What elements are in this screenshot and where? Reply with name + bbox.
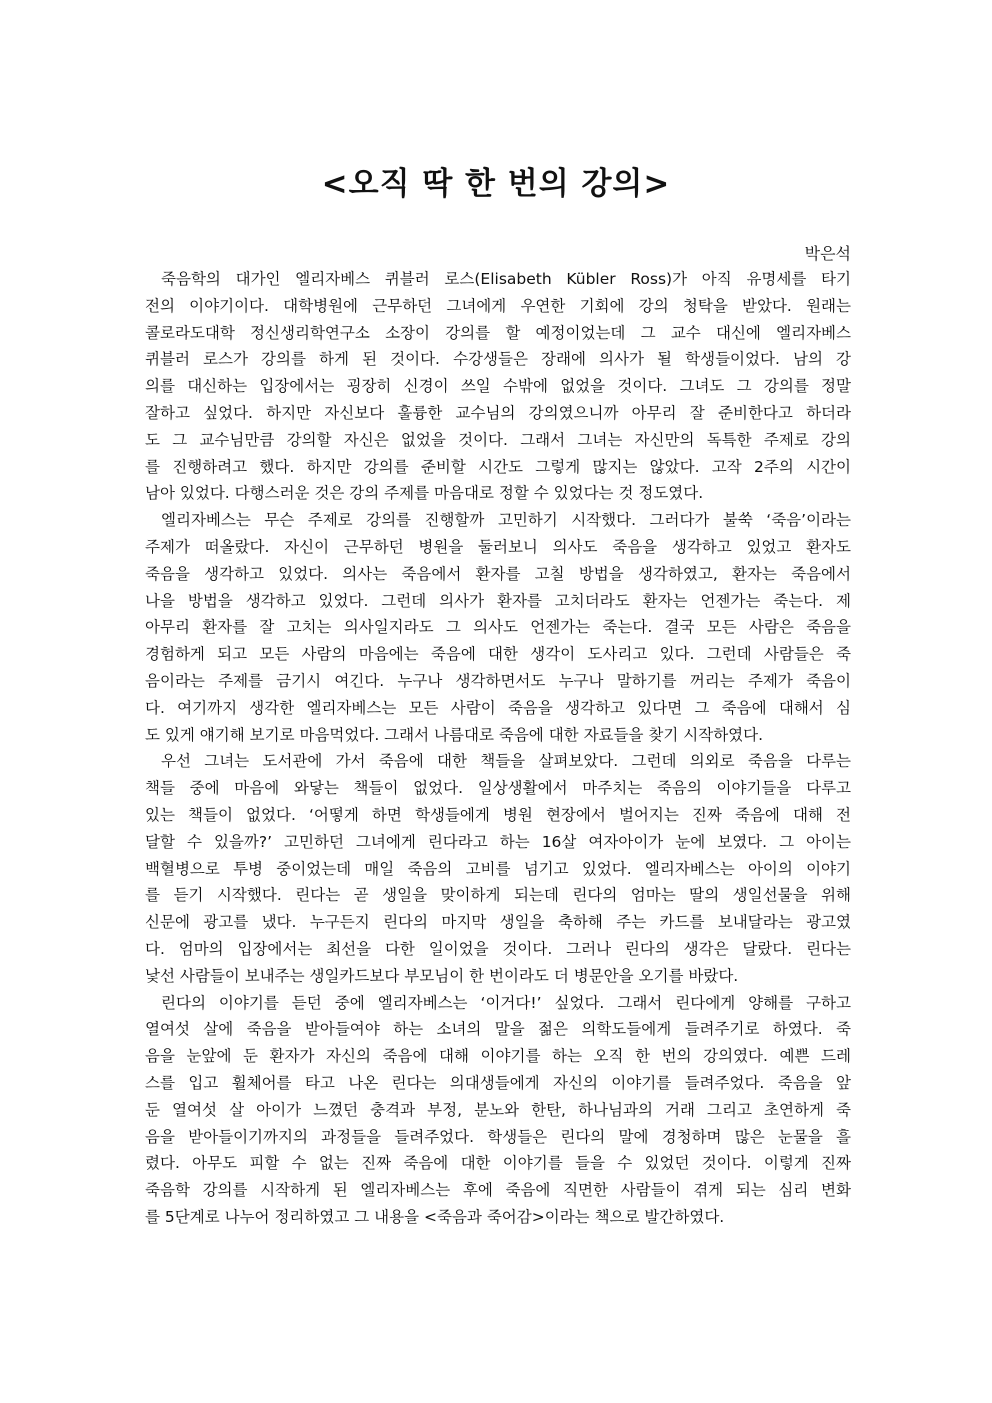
text-line: 다. 엄마의 입장에서는 최선을 다한 일이었을 것이다. 그러나 린다의 생각은 달랐다. 린다는 xyxy=(145,939,851,958)
text-line: 음을 받아들이기까지의 과정들을 들려주었다. 학생들은 린다의 말에 경청하며 많은 눈물을 흘 xyxy=(145,1127,851,1146)
text-line: 의를 대신하는 입장에서는 굉장히 신경이 쓰일 수밖에 없었을 것이다. 그녀도 그 강의를 정말 xyxy=(145,377,851,396)
text-line: 다. 여기까지 생각한 엘리자베스는 모든 사람이 죽음을 생각하고 있다면 그 죽음에 대해서 심 xyxy=(145,698,851,717)
text-line: 음이라는 주제를 금기시 여긴다. 누구나 생각하면서도 누구나 말하기를 꺼리는 주제가 죽음이 xyxy=(145,671,851,690)
text-line: 남아 있었다. 다행스러운 것은 강의 주제를 마음대로 정할 수 있었다는 것 정도였다. xyxy=(145,484,704,503)
paragraph xyxy=(145,266,851,507)
document-body xyxy=(145,266,851,1231)
text-line: 스를 입고 휠체어를 타고 나온 린다는 의대생들에게 자신의 이야기를 들려주었다. 죽음을 앞 xyxy=(145,1073,851,1092)
text-line: 퀴블러 로스가 강의를 하게 된 것이다. 수강생들은 장래에 의사가 될 학생들이었다. 남의 강 xyxy=(145,350,851,369)
text-line: 나을 방법을 생각하고 있었다. 그런데 의사가 환자를 고치더라도 환자는 언젠가는 죽는다. 제 xyxy=(145,591,851,610)
text-line: 잘하고 싶었다. 하지만 자신보다 훌륭한 교수님의 강의였으니까 아무리 잘 준비한다고 하더라 xyxy=(145,403,851,422)
text-line: 를 5단계로 나누어 정리하였고 그 내용을 <죽음과 죽어감>이라는 책으로 발간하였다. xyxy=(145,1207,725,1226)
paragraph xyxy=(145,748,851,989)
text-line: 신문에 광고를 냈다. 누구든지 린다의 마지막 생일을 축하해 주는 카드를 보내달라는 광고였 xyxy=(145,913,851,932)
document-title: <오직 딱 한 번의 강의> xyxy=(321,166,671,202)
text-line: 열여섯 살에 죽음을 받아들여야 하는 소녀의 말을 젊은 의학도들에게 들려주기로 하였다. 죽 xyxy=(145,1020,851,1039)
text-line: 죽음을 생각하고 있었다. 의사는 죽음에서 환자를 고칠 방법을 생각하였고, 환자는 죽음에서 xyxy=(145,564,851,583)
text-line: 도 있게 얘기해 보기로 마음먹었다. 그래서 나름대로 죽음에 대한 자료들을 찾기 시작하였다. xyxy=(145,725,764,744)
text-line: 전의 이야기이다. 대학병원에 근무하던 그녀에게 우연한 기회에 강의 청탁을 받았다. 원래는 xyxy=(145,296,851,315)
text-line: 죽음학의 대가인 엘리자베스 퀴블러 로스(Elisabeth Kübler Ross)가 아직 유명세를 타기 xyxy=(161,270,851,288)
paragraph xyxy=(145,990,851,1231)
text-line: 를 진행하려고 했다. 하지만 강의를 준비할 시간도 그렇게 많지는 않았다. 고작 2주의 시간이 xyxy=(145,457,851,476)
text-line: 책들 중에 마음에 와닿는 책들이 없었다. 일상생활에서 마주치는 죽음의 이야기들을 다루고 xyxy=(145,779,851,798)
text-line: 백혈병으로 투병 중이었는데 매일 죽음의 고비를 넘기고 있었다. 엘리자베스는 아이의 이야기 xyxy=(145,859,851,878)
text-line: 린다의 이야기를 듣던 중에 엘리자베스는 ‘이거다!’ 싶었다. 그래서 린다에게 양해를 구하고 xyxy=(161,993,851,1012)
text-line: 둔 열여섯 살 아이가 느꼈던 충격과 부정, 분노와 한탄, 하나님과의 거래 그리고 초연하게 죽 xyxy=(145,1100,851,1119)
paragraph xyxy=(145,507,851,748)
text-line: 경험하게 되고 모든 사람의 마음에는 죽음에 대한 생각이 도사리고 있다. 그런데 사람들은 죽 xyxy=(145,645,851,664)
text-line: 엘리자베스는 무슨 주제로 강의를 진행할까 고민하기 시작했다. 그러다가 불쑥 ‘죽음’이라는 xyxy=(161,511,851,530)
author-name: 박은석 xyxy=(804,244,851,263)
text-line: 렸다. 아무도 피할 수 없는 진짜 죽음에 대한 이야기를 들을 수 있었던 것이다. 이렇게 진짜 xyxy=(145,1154,851,1173)
text-line: 를 듣기 시작했다. 린다는 곧 생일을 맞이하게 되는데 린다의 엄마는 딸의 생일선물을 위해 xyxy=(145,886,851,905)
text-line: 도 그 교수님만큼 강의할 자신은 없었을 것이다. 그래서 그녀는 자신만의 독특한 주제로 강의 xyxy=(145,430,851,449)
text-line: 아무리 환자를 잘 고치는 의사일지라도 그 의사도 언젠가는 죽는다. 결국 모든 사람은 죽음을 xyxy=(145,618,851,637)
text-line: 낯선 사람들이 보내주는 생일카드보다 부모님이 한 번이라도 더 병문안을 오기를 바랐다. xyxy=(145,966,739,985)
text-line: 달할 수 있을까?’ 고민하던 그녀에게 린다라고 하는 16살 여자아이가 눈에 보였다. 그 아이는 xyxy=(145,832,851,851)
text-line: 죽음학 강의를 시작하게 된 엘리자베스는 후에 죽음에 직면한 사람들이 겪게 되는 심리 변화 xyxy=(145,1181,851,1200)
text-line: 주제가 떠올랐다. 자신이 근무하던 병원을 둘러보니 의사도 죽음을 생각하고 있었고 환자도 xyxy=(145,537,851,556)
text-line: 우선 그녀는 도서관에 가서 죽음에 대한 책들을 살펴보았다. 그런데 의외로 죽음을 다루는 xyxy=(161,752,851,771)
text-line: 있는 책들이 없었다. ‘어떻게 하면 학생들에게 병원 현장에서 벌어지는 진짜 죽음에 대해 전 xyxy=(145,805,851,824)
text-line: 콜로라도대학 정신생리학연구소 소장이 강의를 할 예정이었는데 그 교수 대신에 엘리자베스 xyxy=(145,323,851,342)
text-line: 음을 눈앞에 둔 환자가 자신의 죽음에 대해 이야기를 하는 오직 한 번의 강의였다. 예쁜 드레 xyxy=(145,1047,851,1066)
